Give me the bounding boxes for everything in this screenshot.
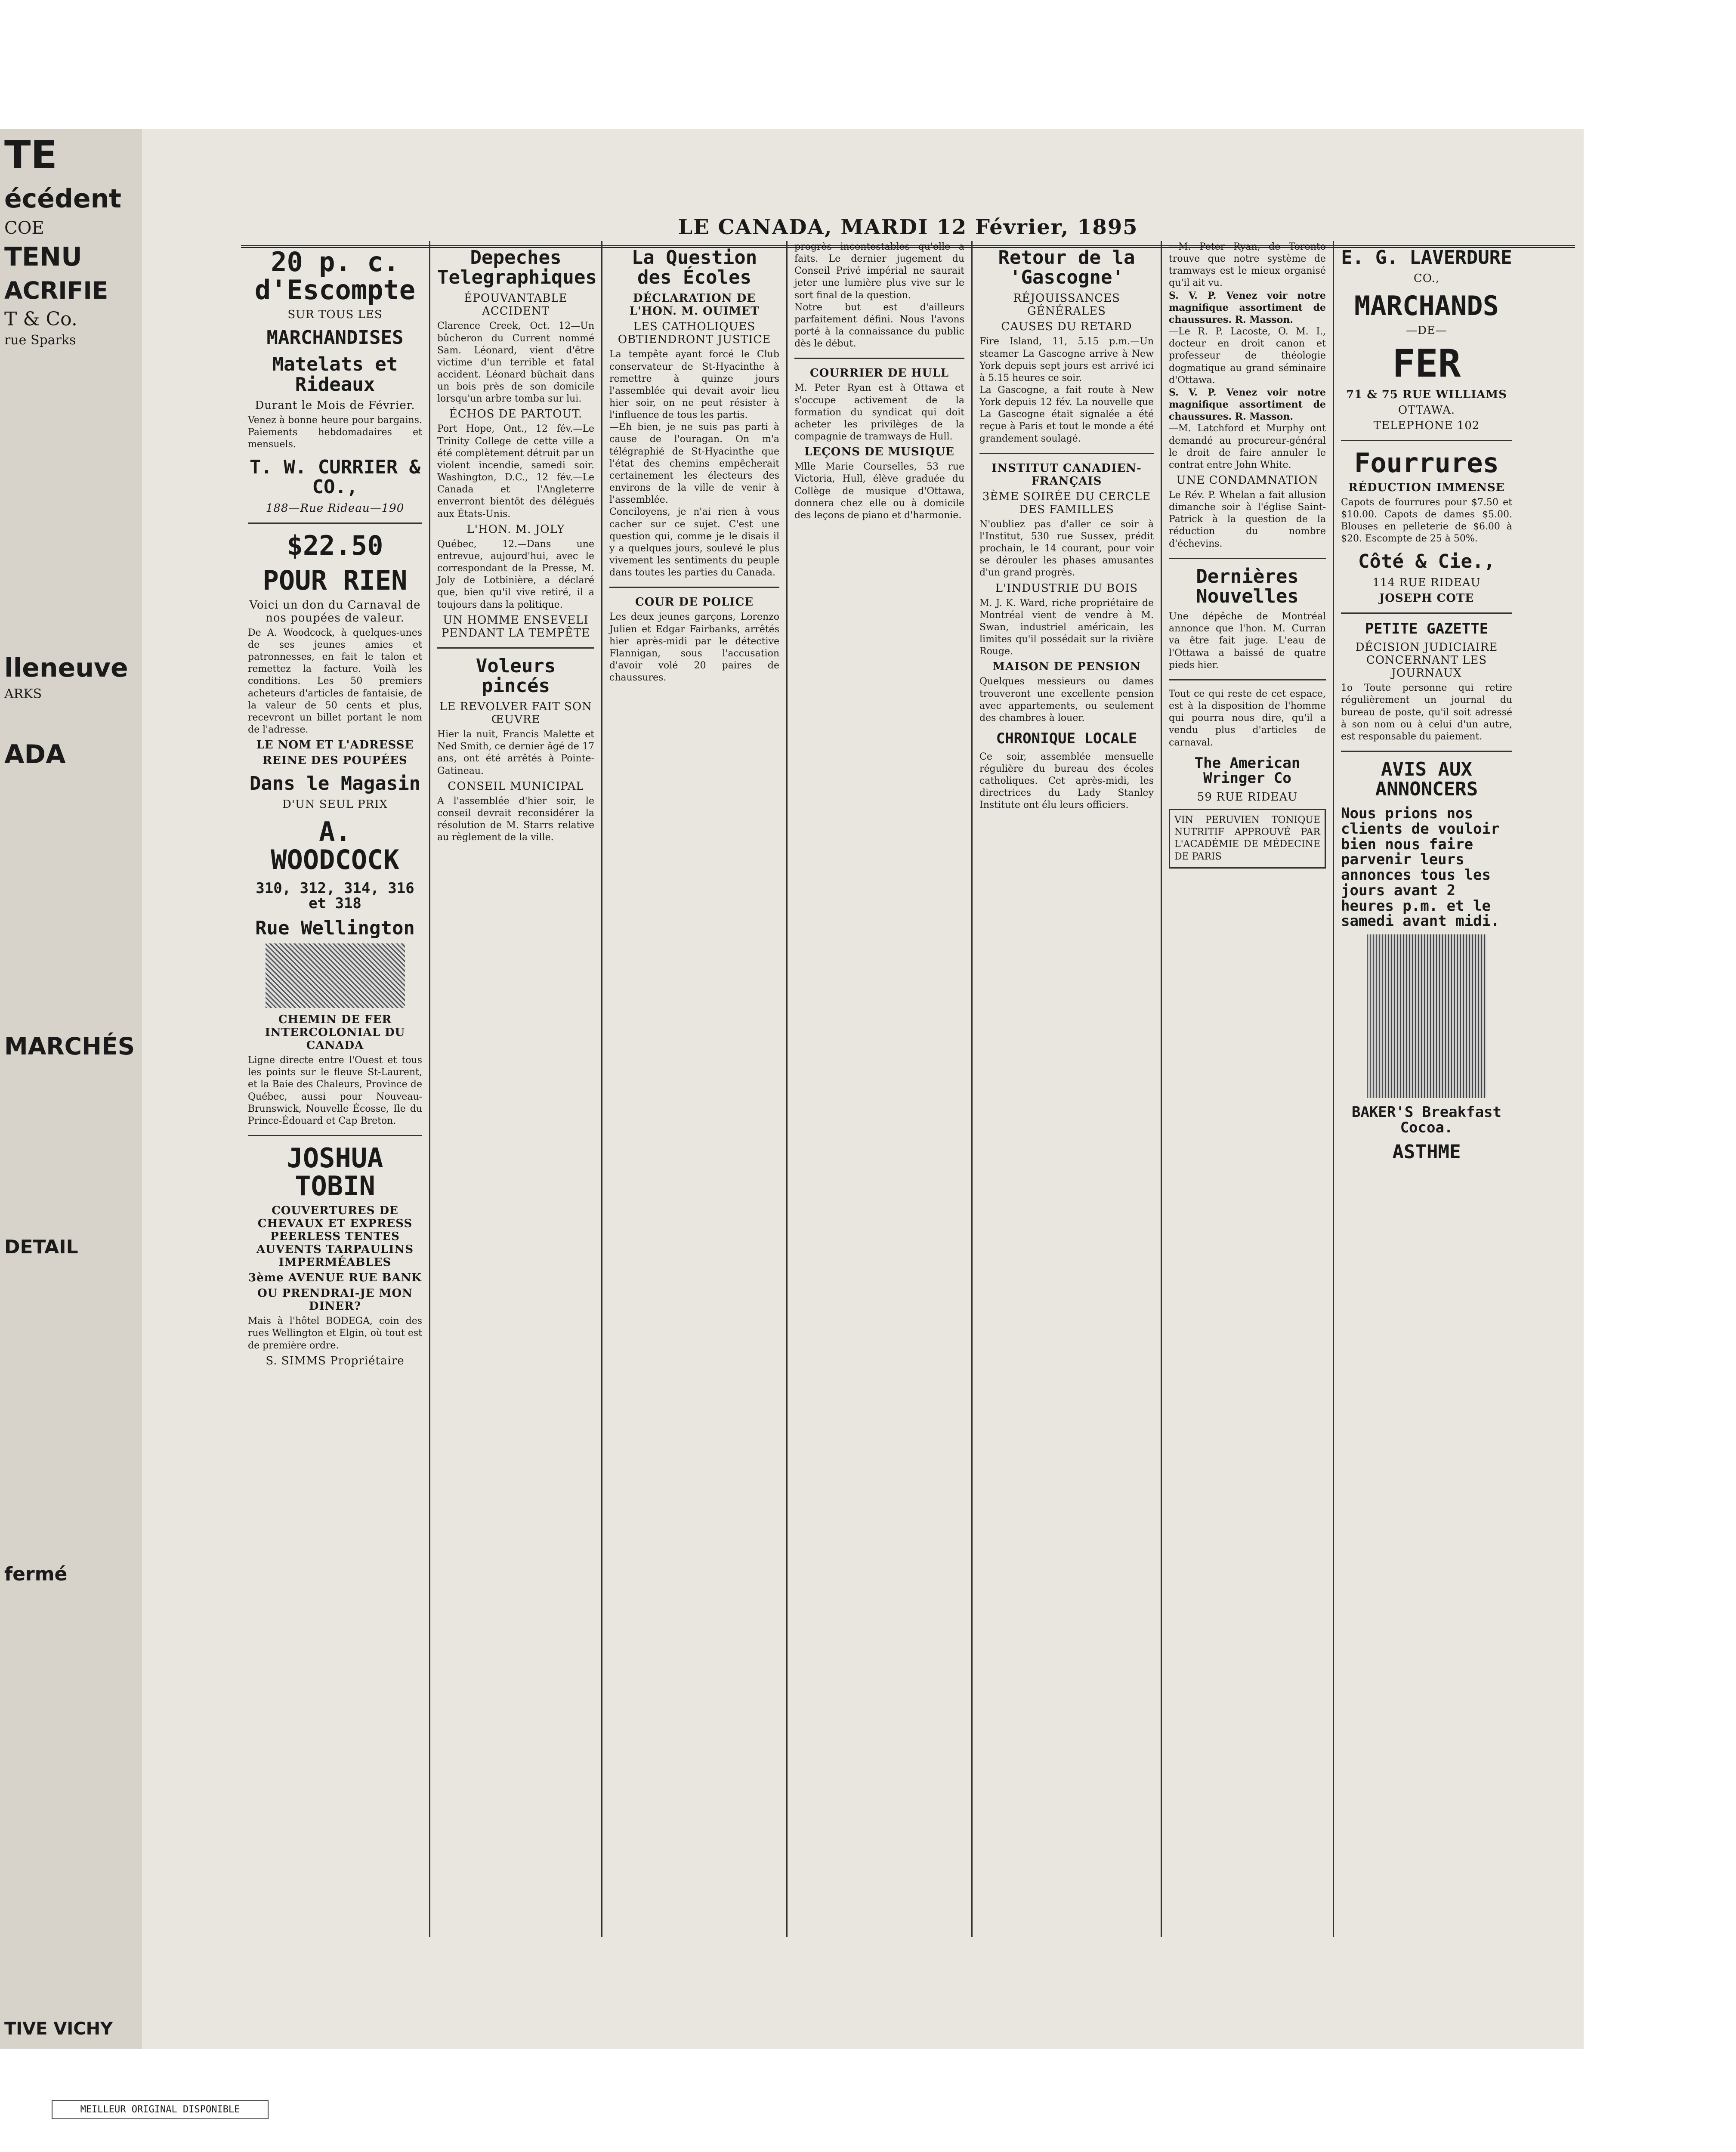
rejouissances-sub: RÉJOUISSANCES GÉNÉRALES — [1013, 292, 1120, 318]
accident-headline: ÉPOUVANTABLE ACCIDENT — [464, 292, 568, 318]
divider — [437, 647, 594, 649]
bois-headline: L'INDUSTRIE DU BOIS — [995, 581, 1138, 595]
strip-frag-5: T & Co. — [4, 308, 77, 330]
ryan-text: —M. Peter Ryan, de Toronto trouve que notre système de tramways est le mieux organisé qu'il ait vu. — [1169, 241, 1326, 289]
joly-headline: L'HON. M. JOLY — [466, 523, 565, 536]
ouimet-sub: LES CATHOLIQUES OBTIENDRONT JUSTICE — [618, 320, 771, 346]
reine-poupees: REINE DES POUPÉES — [263, 754, 408, 767]
strip-frag-6: rue Sparks — [4, 333, 76, 348]
ecoles-continued-2: Notre but est d'ailleurs parfaitement défini. Nous l'avons porté à la connaissance du public dès le début. — [794, 302, 964, 349]
newspaper-page — [142, 129, 1584, 2049]
condamnation-text: Le Rév. P. Whelan a fait allusion dimanche soir à l'église Saint-Patrick à la question de la réduction du nombre d'échevins. — [1169, 489, 1326, 549]
seul-prix: D'UN SEUL PRIX — [282, 798, 388, 811]
accident-text: Clarence Creek, Oct. 12—Un bûcheron du Current nommé Sam. Léonard, vient d'être victime d'un terrible et fatal accident. Léonard bûchait dans un bois près de son domicile lorsqu'un arbre tomba sur lui. — [437, 321, 594, 405]
revolver-headline: LE REVOLVER FAIT SON ŒUVRE — [439, 700, 592, 727]
price-headline: $22.50 — [287, 529, 383, 561]
avis-body: Nous prions nos clients de vouloir bien nous faire parvenir leurs annonces tous les jours avant 2 heures p.m. et le samedi avant midi. — [1341, 805, 1500, 930]
wringer-address: 59 RUE RIDEAU — [1197, 791, 1298, 804]
column-6 — [1162, 241, 1334, 1937]
cote-address: 114 RUE RIDEAU — [1372, 576, 1481, 589]
strip-frag-8: ARKS — [4, 686, 42, 702]
nom-adresse: LE NOM ET L'ADRESSE — [256, 739, 414, 752]
hull-headline: COURRIER DE HULL — [809, 367, 949, 380]
simms-signature: S. SIMMS Propriétaire — [266, 1354, 405, 1367]
fer-headline: FER — [1392, 341, 1461, 386]
carnaval-text: Tout ce qui reste de cet espace, est à la disposition de l'homme qui pourra nous dire, qu'il a vendu plus d'articles de carnaval. — [1169, 688, 1326, 748]
strip-frag-9: ADA — [4, 739, 66, 770]
column-4 — [788, 241, 973, 1937]
laverdure-co: CO., — [1413, 272, 1440, 285]
column-3 — [602, 241, 788, 1937]
woodcock-address: 310, 312, 314, 316 et 318 — [256, 879, 414, 912]
strip-frag-12: fermé — [4, 1563, 68, 1585]
column-5 — [973, 241, 1162, 1937]
nouvelles-text: Une dépêche de Montréal annonce que l'hon. M. Curran va être fait juge. L'eau de l'Ottawa a baissé de quatre pieds hier. — [1169, 611, 1326, 671]
escompte-headline: 20 p. c. d'Escompte — [254, 246, 416, 306]
diner-headline: OU PRENDRAI-JE MON DINER? — [257, 1287, 413, 1313]
hull-text: M. Peter Ryan est à Ottawa et s'occupe activement de la formation du syndicat qui doit acheter les privilèges de la compagnie de tramways de Hull. — [794, 383, 964, 442]
divider — [1169, 679, 1326, 680]
poupees-text: De A. Woodcock, à quelques-unes de ses jeunes amies et patronnesses, en fait le talon et remettez la facture. Voilà les conditions. Les 50 premiers acheteurs d'articles de fantaisie, de la valeur de 50 cents et plus, recevront un billet portant le nom de l'adresse. — [248, 627, 422, 736]
chronique-text: Ce soir, assemblée mensuelle régulière du bureau des écoles catholiques. Cet après-midi, les directrices du Lady Stanley Institute ont élu leurs officiers. — [979, 751, 1154, 811]
echos-text: Port Hope, Ont., 12 fév.—Le Trinity College de cette ville a été complètement détruit par un violent incendie, samedi soir. Washington, D.C., 12 fév.—Le Canada et l'Angleterre enverront bientôt des délégués aux États-Unis. — [437, 424, 594, 519]
lacoste-text: —Le R. P. Lacoste, O. M. I., docteur en droit canon et professeur de théologie dogmatique au grand séminaire d'Ottawa. — [1169, 326, 1326, 386]
gazette-headline: PETITE GAZETTE — [1365, 620, 1489, 637]
intercolonial-text: Ligne directe entre l'Ouest et tous les points sur le fleuve St-Laurent, et la Baie des Chaleurs, Province de Québec, aussi pour Nouveau-Brunswick, Nouvelle Écosse, Ile du Prince-Édouard et Cap Breton. — [248, 1055, 422, 1126]
condamnation-headline: UNE CONDAMNATION — [1176, 473, 1319, 487]
pourrien-headline: POUR RIEN — [263, 564, 408, 596]
bank-avenue: 3ème AVENUE RUE BANK — [248, 1271, 422, 1285]
masson-ad-2: S. V. P. Venez voir notre magnifique assortiment de chaussures. R. Masson. — [1169, 386, 1326, 423]
strip-frag-11: DETAIL — [4, 1236, 78, 1258]
laverdure-telephone: TELEPHONE 102 — [1373, 419, 1480, 432]
musique-headline: LEÇONS DE MUSIQUE — [804, 445, 954, 459]
column-7 — [1334, 241, 1519, 1937]
latchford-text: —M. Latchford et Murphy ont demandé au procureur-général le droit de faire annuler le contrat entre John White. — [1169, 423, 1326, 470]
divider — [248, 1135, 422, 1136]
voleurs-headline: Voleurs pincés — [476, 655, 556, 697]
wellington-headline: Rue Wellington — [255, 917, 415, 939]
left-page-strip — [0, 129, 142, 2049]
intercolonial-headline: CHEMIN DE FER INTERCOLONIAL DU CANADA — [265, 1013, 405, 1052]
marchands-headline: MARCHANDS — [1354, 290, 1499, 322]
woman-illustration — [1367, 934, 1487, 1098]
voleurs-text: Hier la nuit, Francis Malette et Ned Smith, ce dernier âgé de 17 ans, ont été arrêtés à Pointe-Gatineau. — [437, 729, 594, 776]
police-text: Les deux jeunes garçons, Lorenzo Julien et Edgar Fairbanks, arrêtés hier après-midi par le détective Flannigan, sous l'accusation d'avoir volé 20 paires de chaussures. — [609, 612, 779, 683]
laverdure-headline: E. G. LAVERDURE — [1341, 247, 1512, 269]
divider — [1169, 558, 1326, 559]
de-label: —DE— — [1406, 324, 1447, 337]
avis-headline: AVIS AUX ANNONCERS — [1375, 758, 1478, 801]
joseph-cote: JOSEPH COTE — [1379, 591, 1474, 605]
magasin-headline: Dans le Magasin — [249, 773, 421, 795]
ecoles-headline: La Question des Écoles — [631, 247, 757, 289]
divider — [609, 587, 779, 588]
cote-headline: Côté & Cie., — [1358, 550, 1495, 573]
joly-text: Québec, 12.—Dans une entrevue, aujourd'hui, avec le correspondant de la Presse, M. Joly de Lotbinière, a déclaré que, bien qu'il vive retiré, il a toujours dans la politique. — [437, 538, 594, 610]
decision-headline: DÉCISION JUDICIAIRE CONCERNANT LES JOURNAUX — [1355, 641, 1498, 680]
tobin-sub: COUVERTURES DE CHEVAUX ET EXPRESS PEERLESS TENTES AUVENTS TARPAULINS IMPERMÉABLES — [256, 1204, 414, 1269]
currier-text: Venez à bonne heure pour bargains. Paiements hebdomadaires et mensuels. — [248, 414, 422, 450]
divider — [1341, 751, 1512, 752]
strip-frag-10: MARCHÉS — [4, 1033, 135, 1061]
strip-frag-1: écédent — [4, 183, 121, 214]
laverdure-address: 71 & 75 RUE WILLIAMS — [1346, 388, 1507, 401]
masson-ad-1: S. V. P. Venez voir notre magnifique assortiment de chaussures. R. Masson. — [1169, 290, 1326, 325]
conseil-headline: CONSEIL MUNICIPAL — [448, 779, 584, 793]
reduction-headline: RÉDUCTION IMMENSE — [1348, 481, 1505, 494]
gascogne-text-1: Fire Island, 11, 5.15 p.m.—Un steamer La Gascogne arrive à New York depuis sept jours est arrivé ici à 5.15 heures ce soir. — [979, 336, 1154, 383]
fourrures-headline: Fourrures — [1354, 447, 1499, 479]
divider — [248, 523, 422, 524]
divider — [1341, 440, 1512, 441]
tobin-headline: JOSHUA TOBIN — [287, 1142, 383, 1202]
institut-sub: 3ÈME SOIRÉE DU CERCLE DES FAMILLES — [982, 490, 1151, 516]
divider — [979, 453, 1154, 454]
strip-frag-4: ACRIFIE — [4, 276, 108, 304]
bakers-cocoa: BAKER'S Breakfast Cocoa. — [1352, 1103, 1501, 1136]
gascogne-headline: Retour de la 'Gascogne' — [998, 247, 1135, 289]
musique-text: Mlle Marie Courselles, 53 rue Victoria, Hull, élève graduée du Collège de musique d'Ottawa, donnera chez elle ou à domicile des leçons de piano et d'harmonie. — [794, 461, 964, 521]
institut-headline: INSTITUT CANADIEN-FRANÇAIS — [992, 461, 1142, 488]
vin-ad — [1169, 809, 1326, 869]
bodega-text: Mais à l'hôtel BODEGA, coin des rues Wellington et Elgin, où tout est de première ordre. — [248, 1316, 422, 1351]
pension-headline: MAISON DE PENSION — [992, 660, 1141, 674]
ouimet-headline: DÉCLARATION DE L'HON. M. OUIMET — [629, 292, 760, 318]
escompte-sub: SUR TOUS LES — [287, 308, 383, 322]
coat-of-arms-engraving — [266, 943, 405, 1008]
strip-frag-13: TIVE VICHY — [4, 2019, 113, 2039]
conseil-text: A l'assemblée d'hier soir, le conseil devrait reconsidérer la résolution de M. Starrs relative au règlement de la ville. — [437, 795, 594, 843]
ecoles-text-3: Conciloyens, je n'ai rien à vous cacher sur ce sujet. C'est une question qui, comme je le disais il y a quelques jours, soulevé le plus vivement les sentiments du peuple dans toutes les parties du Canada. — [609, 507, 779, 578]
ecoles-text-1: La tempête ayant forcé le Club conservateur de St-Hyacinthe à remettre à quinze jours l'assemblée qui devait avoir lieu hier soir, on ne peut résister à l'influence de tous les partis. — [609, 349, 779, 421]
chronique-headline: CHRONIQUE LOCALE — [996, 730, 1137, 747]
asthme-headline: ASTHME — [1392, 1141, 1461, 1163]
bois-text: M. J. K. Ward, riche propriétaire de Montréal vient de vendre à M. Swan, industriel américain, les limites qu'il possédait sur la rivière Rouge. — [979, 597, 1154, 657]
wringer-headline: The American Wringer Co — [1194, 754, 1300, 787]
masthead: LE CANADA, MARDI 12 Février, 1895 — [241, 215, 1575, 248]
marchandises-headline: MARCHANDISES — [266, 327, 404, 349]
echos-headline: ÉCHOS DE PARTOUT. — [449, 408, 583, 421]
currier-address: 188—Rue Rideau—190 — [266, 501, 405, 515]
matelats-sub: Durant le Mois de Février. — [255, 399, 415, 412]
ecoles-continued-1: progrès incontestables qu'elle a faits. Le dernier jugement du Conseil Privé impérial ne saurait jeter une lumière plus vive sur le sort final de la question. — [794, 241, 964, 301]
currier-firm: T. W. CURRIER & CO., — [249, 456, 421, 498]
archive-label: MEILLEUR ORIGINAL DISPONIBLE — [52, 2100, 269, 2119]
laverdure-city: OTTAWA. — [1398, 403, 1455, 417]
institut-text: N'oubliez pas d'aller ce soir à l'Institut, 530 rue Sussex, prédit prochain, le 14 courant, pour voir se dérouler les phases amusantes d'un grand progrès. — [979, 519, 1154, 578]
vin-text: VIN PERUVIEN TONIQUE NUTRITIF APPROUVÉ PAR L'ACADÉMIE DE MÉDECINE DE PARIS — [1174, 815, 1320, 862]
fourrures-text: Capots de fourrures pour $7.50 et $10.00. Capots de dames $5.00. Blouses en pelleterie de $6.00 à $20. Escompte de 25 à 50%. — [1341, 497, 1512, 544]
police-headline: COUR DE POLICE — [635, 596, 754, 609]
column-1 — [241, 241, 430, 1937]
pension-text: Quelques messieurs ou dames trouveront une excellente pension avec appartements, ou seulement des chambres à louer. — [979, 676, 1154, 724]
strip-frag-2: COE — [4, 218, 44, 238]
strip-frag-3: TENU — [4, 241, 82, 272]
divider — [794, 358, 964, 359]
matelats-headline: Matelats et Rideaux — [272, 353, 398, 396]
divider — [1341, 612, 1512, 614]
depeches-headline: Depeches Telegraphiques — [437, 247, 597, 289]
woodcock-headline: A. WOODCOCK — [271, 816, 399, 876]
decision-text: 1o Toute personne qui retire régulièrement un journal du bureau de poste, qu'il soit adressé à son nom ou à celui d'un autre, est responsable du paiement. — [1341, 683, 1512, 742]
gascogne-text-2: La Gascogne, a fait route à New York depuis 12 fév. La nouvelle que La Gascogne était signalée a été reçue à Paris et tout le monde a été grandement soulagé. — [979, 385, 1154, 444]
causes-sub: CAUSES DU RETARD — [1001, 320, 1132, 334]
poupees-intro: Voici un don du Carnaval de nos poupées de valeur. — [249, 598, 421, 625]
ecoles-text-2: —Eh bien, je ne suis pas parti à cause de l'ouragan. On m'a télégraphié de St-Hyacinthe que l'état des chemins empêcherait certainement les électeurs des environs de la ville de venir à l'assemblée. — [609, 422, 779, 506]
column-2 — [430, 241, 602, 1937]
nouvelles-headline: Dernières Nouvelles — [1196, 565, 1299, 607]
strip-frag-7: lleneuve — [4, 652, 128, 683]
strip-frag-0: TE — [4, 133, 57, 178]
tempete-headline: UN HOMME ENSEVELI PENDANT LA TEMPÊTE — [441, 613, 590, 640]
